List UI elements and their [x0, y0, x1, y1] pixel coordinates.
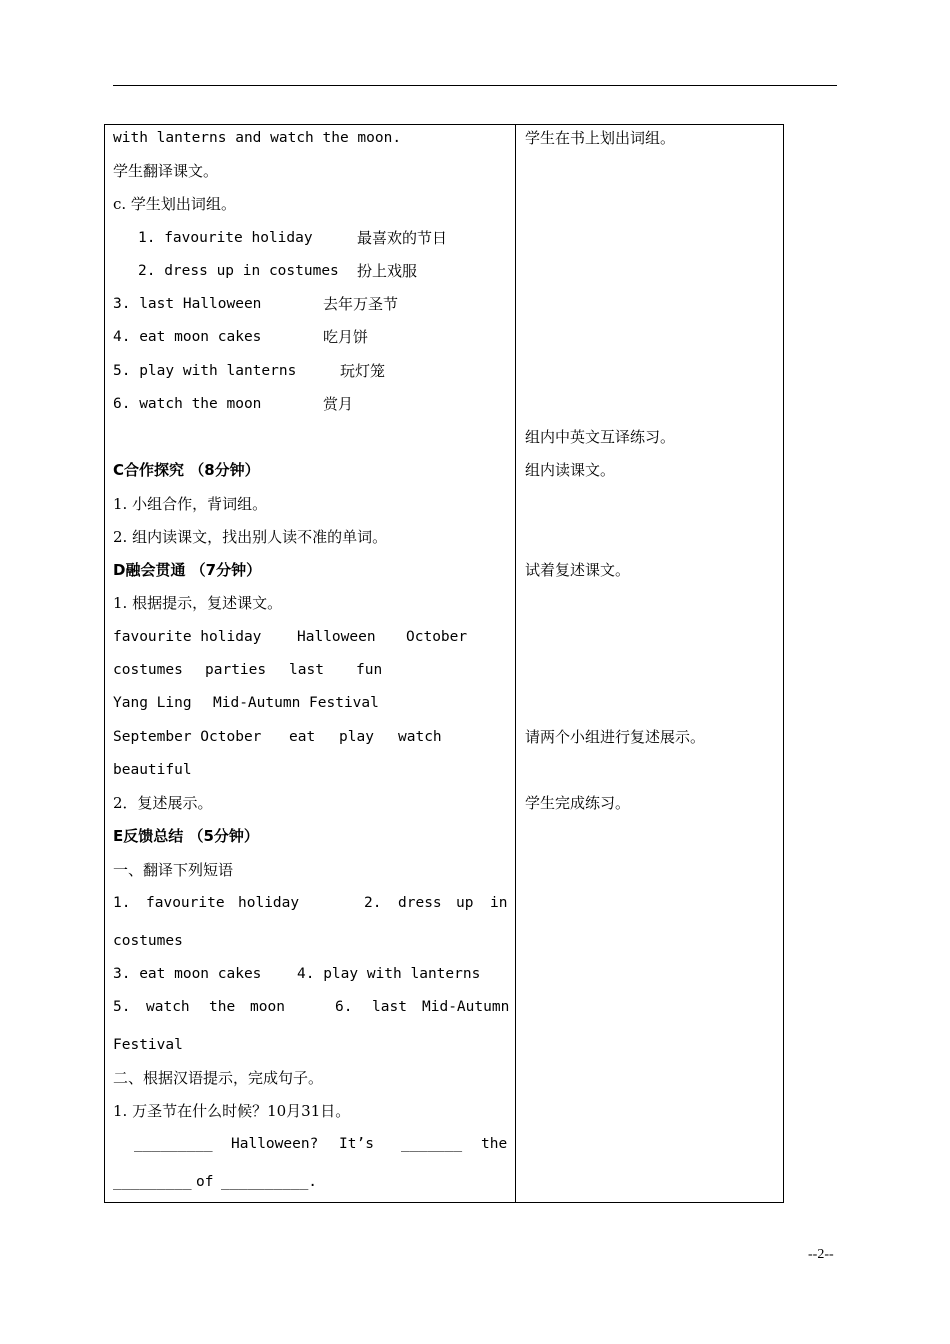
exercise-word: 6.	[335, 999, 353, 1015]
hint-word: play	[339, 729, 374, 745]
exercise-word: moon	[250, 999, 285, 1015]
sentence-prompt: 1. 万圣节在什么时候？10月31日。	[113, 1102, 351, 1120]
hint-word: Yang Ling	[113, 695, 192, 711]
phrase-zh: 去年万圣节	[323, 295, 399, 313]
text-line: 2．复述展示。	[113, 794, 213, 812]
phrase-en: 3. last Halloween	[113, 296, 262, 312]
exercise-word: in	[490, 895, 508, 911]
exercise-word: Mid-Autumn	[422, 999, 510, 1015]
exercise-word: costumes	[113, 933, 183, 949]
exercise-part-heading: 一、翻译下列短语	[113, 861, 234, 879]
text-line: c. 学生划出词组。	[113, 195, 236, 213]
hint-word: eat	[289, 729, 316, 745]
exercise-word: 2.	[364, 895, 382, 911]
sentence-word: It’s	[339, 1136, 374, 1152]
phrase-zh: 吃月饼	[323, 328, 369, 346]
section-heading-d: D融会贯通 （7分钟）	[113, 561, 262, 579]
hint-word: October	[406, 629, 468, 645]
exercise-word: dress	[398, 895, 442, 911]
student-activity: 学生完成练习。	[525, 794, 631, 812]
sentence-word: of	[196, 1174, 214, 1190]
hint-word: Halloween	[297, 629, 376, 645]
text-line: 2. 组内读课文，找出别人读不准的单词。	[113, 528, 388, 546]
exercise-word: holiday	[238, 895, 300, 911]
text-line: 学生翻译课文。	[113, 162, 219, 180]
section-heading-c: C合作探究 （8分钟）	[113, 461, 260, 479]
hint-word: costumes	[113, 662, 183, 678]
phrase-zh: 扮上戏服	[357, 262, 418, 280]
student-activity: 请两个小组进行复述展示。	[525, 728, 706, 746]
text-line: 1. 根据提示，复述课文。	[113, 594, 283, 612]
exercise-word: watch	[146, 999, 190, 1015]
phrase-en: 6. watch the moon	[113, 396, 262, 412]
student-activity: 学生在书上划出词组。	[525, 129, 676, 147]
phrase-zh: 玩灯笼	[340, 362, 386, 380]
column-divider	[515, 124, 516, 1203]
text-line: 1. 小组合作，背词组。	[113, 495, 268, 513]
hint-word: watch	[398, 729, 442, 745]
exercise-word: Festival	[113, 1037, 183, 1053]
hint-word: parties	[205, 662, 267, 678]
sentence-word: the	[481, 1136, 508, 1152]
answer-blank: _________	[113, 1174, 192, 1190]
student-activity: 试着复述课文。	[525, 561, 631, 579]
phrase-en: 4. eat moon cakes	[113, 329, 262, 345]
student-activity: 组内读课文。	[525, 461, 616, 479]
page-number: --2--	[808, 1247, 834, 1262]
hint-word: beautiful	[113, 762, 192, 778]
hint-word: Mid-Autumn Festival	[213, 695, 379, 711]
exercise-word: up	[456, 895, 474, 911]
sentence-word: Halloween?	[231, 1136, 319, 1152]
exercise-word: 5.	[113, 999, 131, 1015]
exercise-item: 4. play with lanterns	[297, 966, 481, 982]
phrase-zh: 最喜欢的节日	[357, 229, 448, 247]
answer-blank: _______	[401, 1136, 463, 1152]
phrase-zh: 赏月	[323, 395, 354, 413]
hint-word: last	[289, 662, 324, 678]
section-heading-e: E反馈总结 （5分钟）	[113, 827, 259, 845]
exercise-word: the	[209, 999, 236, 1015]
student-activity: 组内中英文互译练习。	[525, 428, 676, 446]
exercise-word: favourite	[146, 895, 225, 911]
answer-blank: _________	[134, 1136, 213, 1152]
hint-word: favourite holiday	[113, 629, 262, 645]
exercise-word: last	[372, 999, 407, 1015]
exercise-part-heading: 二、根据汉语提示，完成句子。	[113, 1069, 324, 1087]
answer-blank: __________.	[221, 1174, 318, 1190]
hint-word: fun	[356, 662, 383, 678]
exercise-item: 3. eat moon cakes	[113, 966, 262, 982]
phrase-en: 5. play with lanterns	[113, 363, 297, 379]
exercise-word: 1.	[113, 895, 131, 911]
text-line: with lanterns and watch the moon.	[113, 130, 402, 146]
header-rule	[113, 85, 837, 86]
phrase-en: 1. favourite holiday	[138, 230, 313, 246]
phrase-en: 2. dress up in costumes	[138, 263, 339, 279]
hint-word: September October	[113, 729, 262, 745]
